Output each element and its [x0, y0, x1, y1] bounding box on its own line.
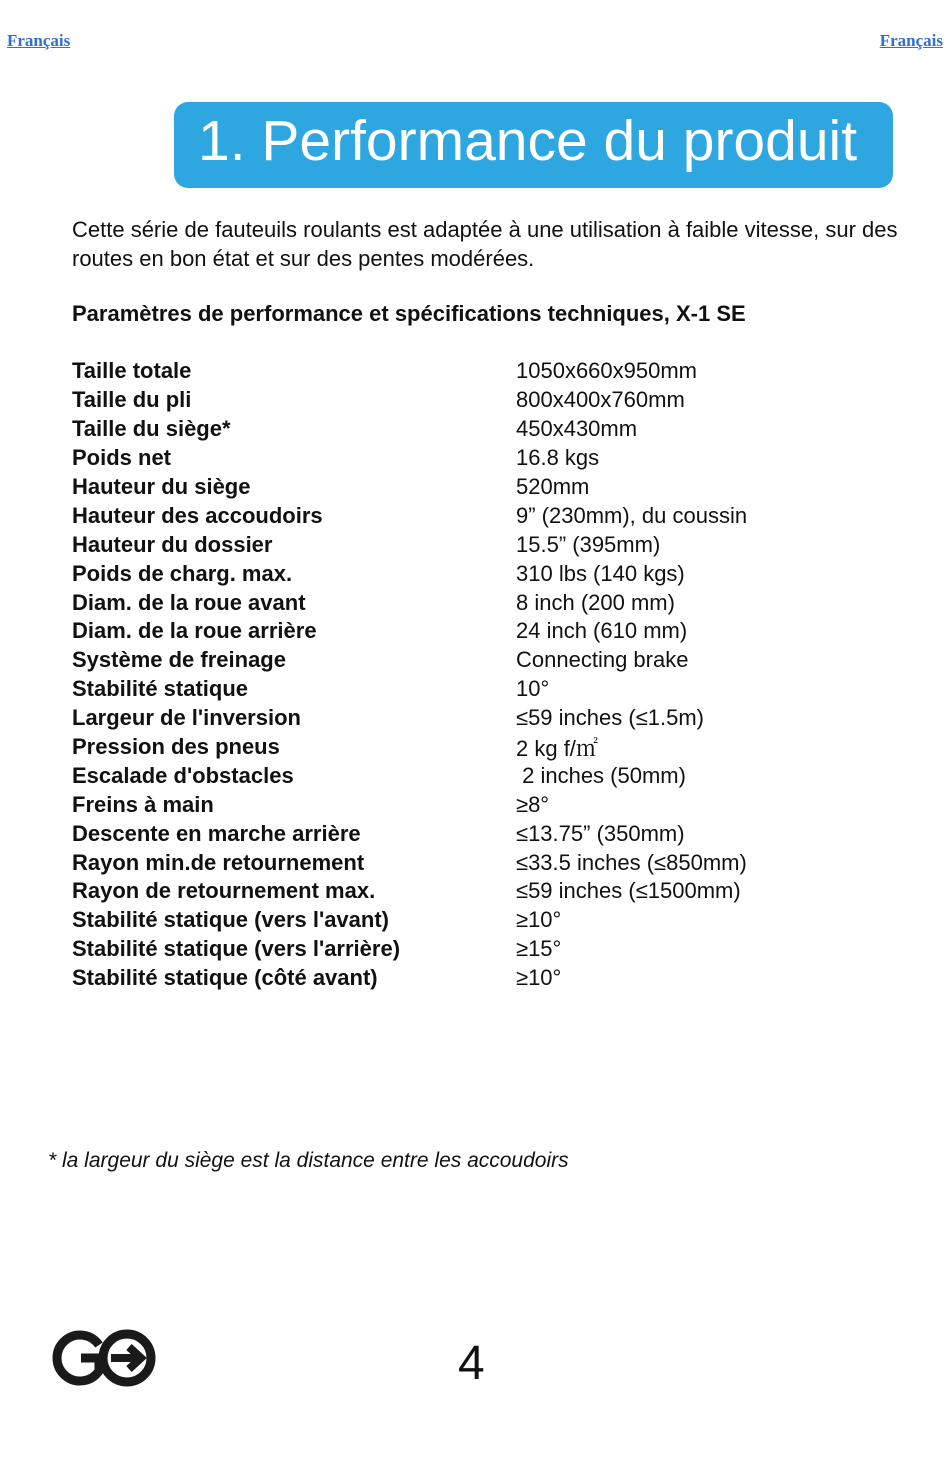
spec-label: Taille totale [72, 358, 192, 384]
spec-value: ≥10° [516, 965, 562, 991]
spec-row [72, 588, 892, 617]
spec-value: 2 kg f/㎡ [516, 735, 598, 761]
spec-label: Diam. de la roue arrière [72, 618, 317, 644]
spec-value: ≥8° [516, 791, 550, 817]
spec-label: Diam. de la roue avant [72, 589, 306, 615]
spec-heading: Paramètres de performance et spécifications techniques, X-1 SE [72, 301, 746, 326]
spec-label: Hauteur des accoudoirs [72, 502, 323, 528]
spec-row [72, 848, 892, 877]
spec-label: Stabilité statique (vers l'avant) [72, 907, 389, 933]
spec-label: Escalade d'obstacles [72, 762, 294, 788]
spec-value: ≤33.5 inches (≤850mm) [516, 849, 747, 875]
spec-value: 16.8 kgs [516, 445, 600, 471]
spec-row [72, 357, 892, 386]
spec-row [72, 964, 892, 993]
spec-value: 310 lbs (140 kgs) [516, 560, 685, 586]
spec-value: ≤13.75” (350mm) [516, 820, 685, 846]
spec-row [72, 386, 892, 415]
spec-row [72, 675, 892, 704]
intro-paragraph: Cette série de fauteuils roulants est adaptée à une utilisation à faible vitesse, sur des routes en bon état et sur des pentes modérées. [72, 217, 898, 271]
spec-row [72, 733, 892, 762]
spec-row [72, 935, 892, 964]
spec-label: Freins à main [72, 791, 214, 817]
spec-label: Poids de charg. max. [72, 560, 293, 586]
spec-row [72, 501, 892, 530]
spec-value: 9” (230mm), du coussin [516, 502, 748, 528]
spec-label: Pression des pneus [72, 734, 280, 760]
spec-value: 520mm [516, 474, 590, 499]
spec-label: Rayon min.de retournement [72, 849, 365, 875]
spec-value: 8 inch (200 mm) [516, 589, 675, 615]
spec-row [72, 877, 892, 906]
spec-value: ≤59 inches (≤1500mm) [516, 878, 741, 904]
spec-row [72, 559, 892, 588]
spec-label: Rayon de retournement max. [72, 878, 376, 904]
spec-value: 1050x660x950mm [516, 358, 698, 384]
spec-value: Connecting brake [516, 647, 689, 673]
spec-row [72, 617, 892, 646]
page-title: 1. Performance du produit [198, 109, 858, 173]
spec-value: 450x430mm [516, 416, 638, 442]
spec-value: 2 inches (50mm) [516, 762, 686, 788]
spec-label: Stabilité statique (vers l'arrière) [72, 936, 401, 962]
spec-value: ≥10° [516, 907, 562, 933]
spec-label: Hauteur du dossier [72, 531, 273, 557]
spec-value: 24 inch (610 mm) [516, 618, 688, 644]
language-link-right[interactable]: Français [879, 31, 943, 50]
spec-value: 10° [516, 676, 550, 702]
page-number: 4 [458, 1337, 485, 1390]
spec-label: Taille du siège* [72, 416, 231, 442]
spec-label: Stabilité statique [72, 676, 249, 702]
spec-row [72, 530, 892, 559]
spec-row [72, 761, 892, 790]
spec-row [72, 444, 892, 473]
spec-label: Système de freinage [72, 647, 286, 673]
spec-label: Largeur de l'inversion [72, 705, 301, 731]
go-arrow-logo-icon [47, 1328, 157, 1388]
spec-row [72, 704, 892, 733]
footnote: * la largeur du siège est la distance entre les accoudoirs [48, 1149, 569, 1172]
spec-row [72, 415, 892, 444]
spec-label: Taille du pli [72, 387, 192, 413]
spec-label: Hauteur du siège [72, 474, 251, 499]
spec-value: ≥15° [516, 936, 562, 962]
spec-row [72, 819, 892, 848]
spec-value: 15.5” (395mm) [516, 531, 661, 557]
spec-value: ≤59 inches (≤1.5m) [516, 705, 704, 731]
spec-label: Stabilité statique (côté avant) [72, 965, 378, 991]
spec-label: Poids net [72, 445, 172, 471]
spec-row [72, 906, 892, 935]
spec-row [72, 473, 892, 502]
spec-row [72, 790, 892, 819]
spec-value: 800x400x760mm [516, 387, 685, 413]
spec-row [72, 646, 892, 675]
spec-table [72, 357, 892, 993]
language-link-left[interactable]: Français [7, 31, 71, 50]
spec-label: Descente en marche arrière [72, 820, 361, 846]
